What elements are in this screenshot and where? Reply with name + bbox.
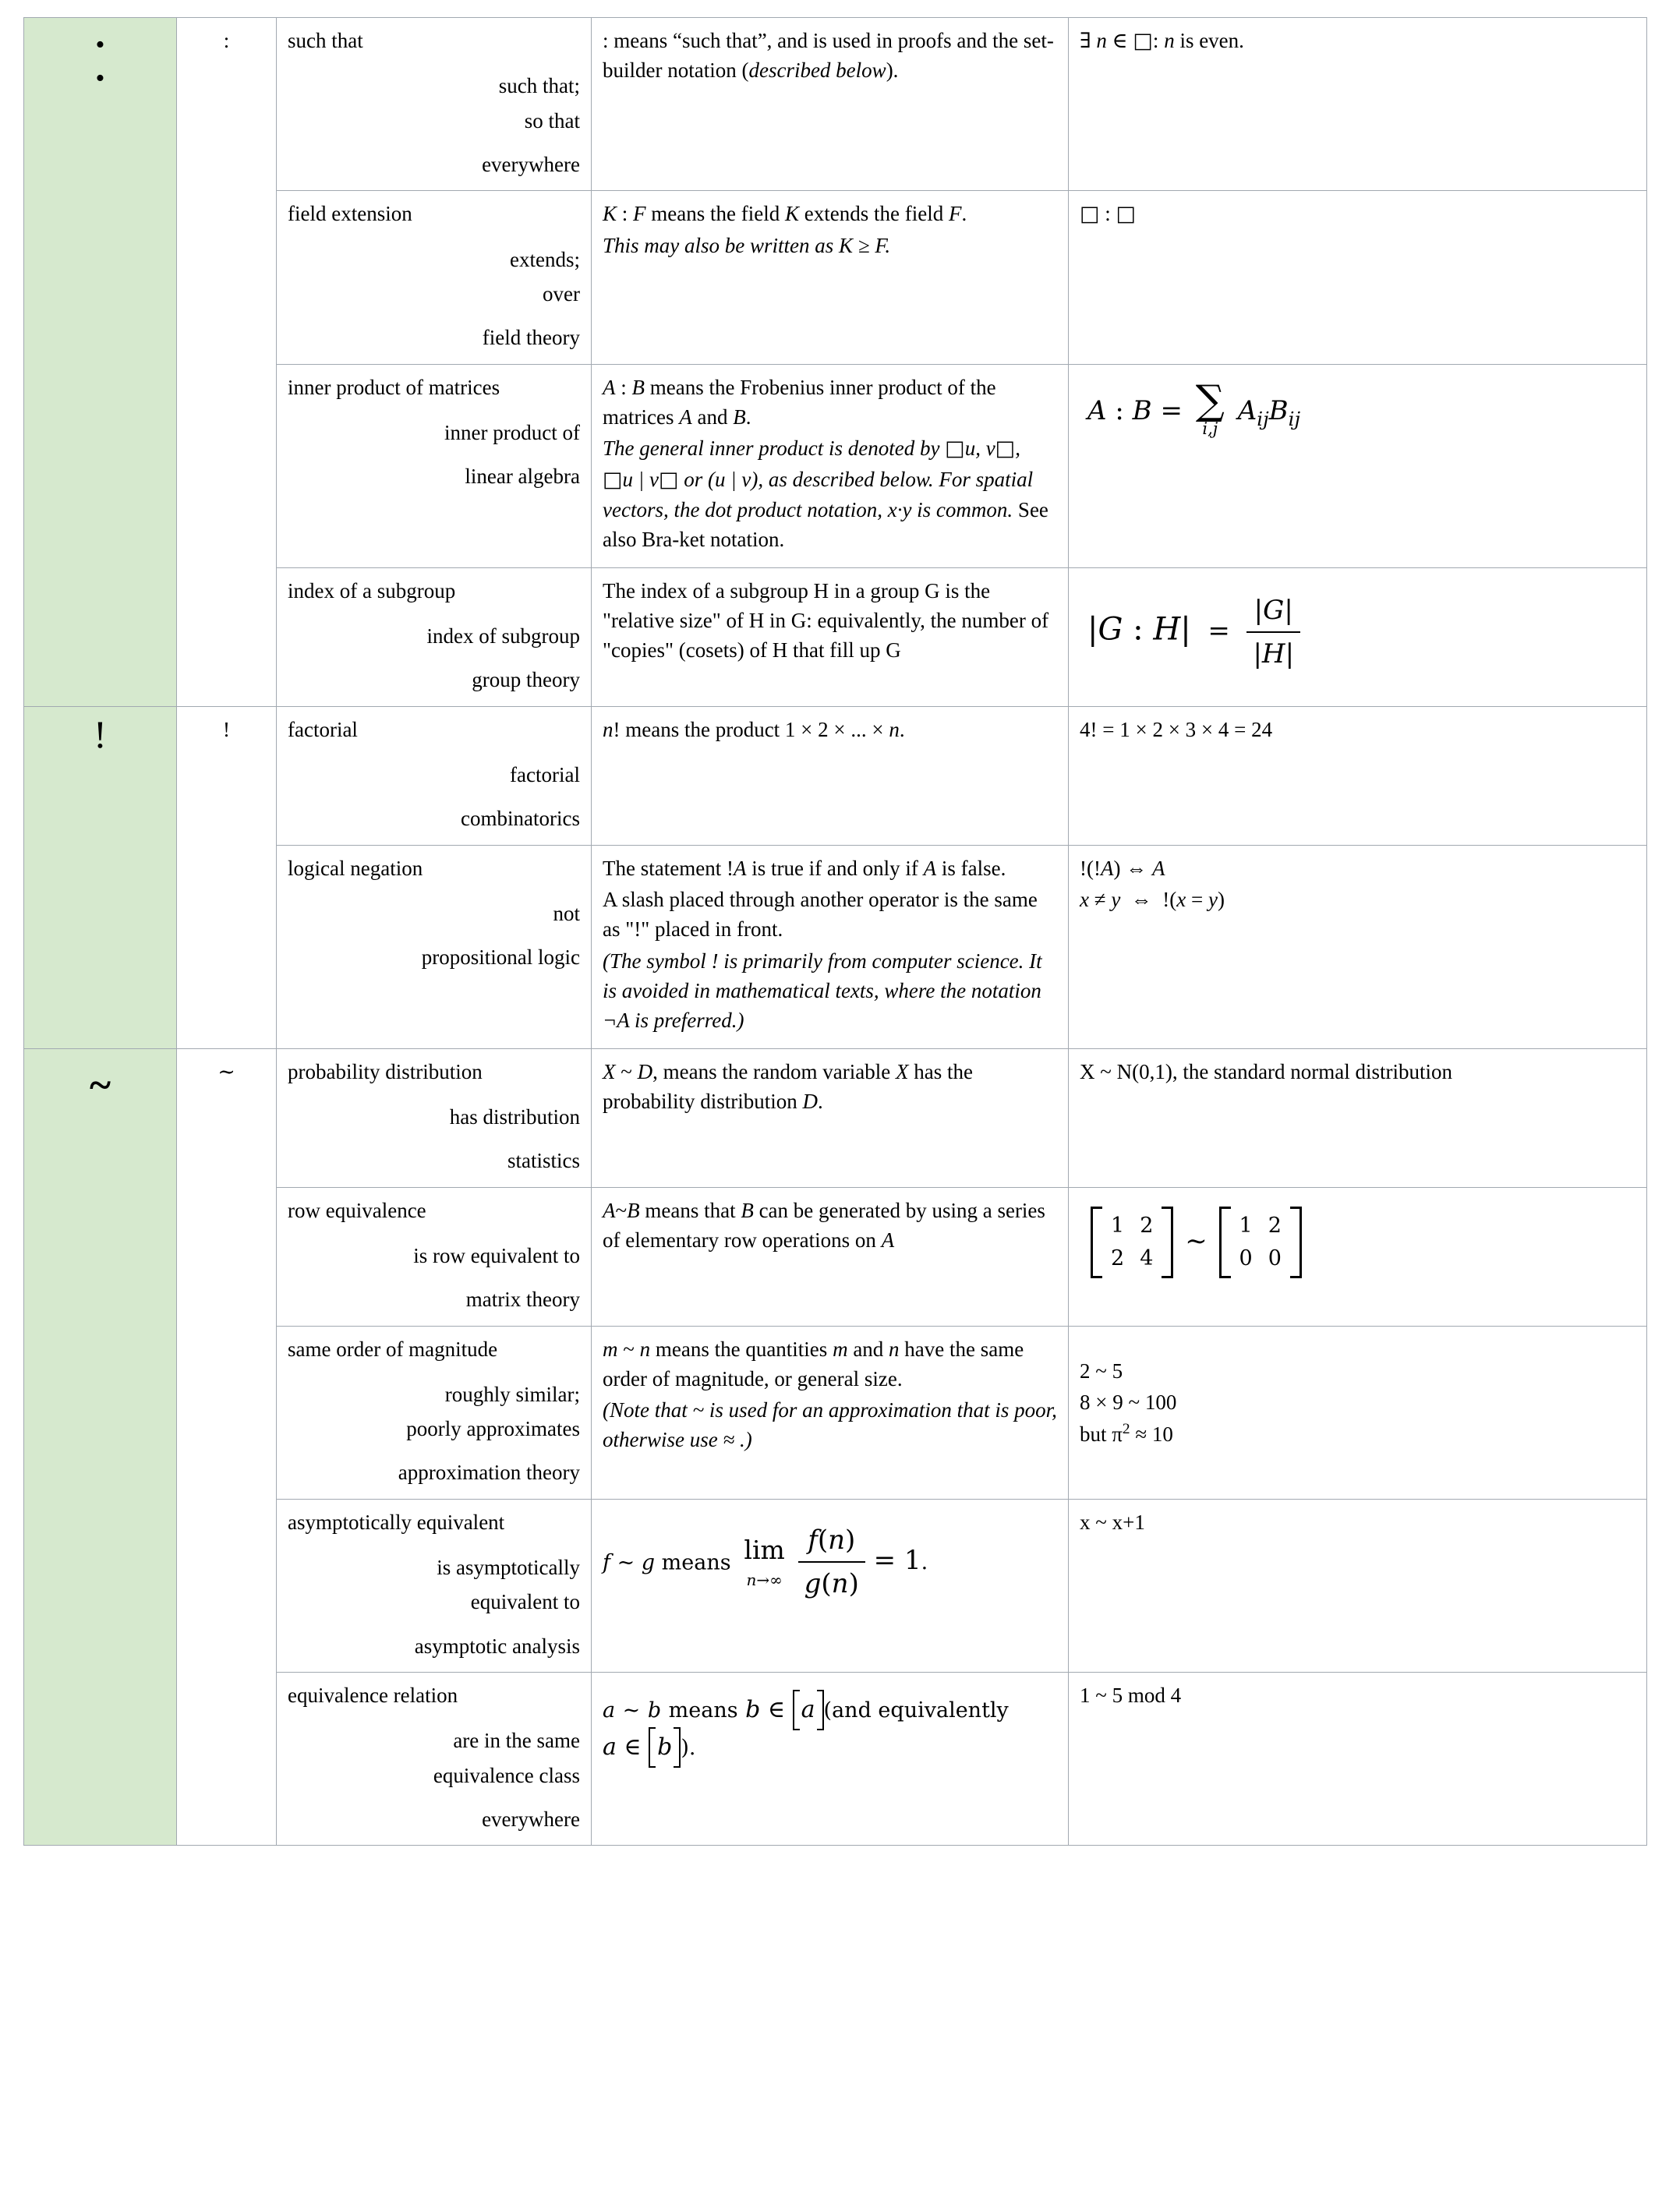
matrix-left: 1 2 2 4 bbox=[1091, 1207, 1173, 1279]
meaning-cell bbox=[592, 191, 1069, 364]
symbol-name: same order of magnitude bbox=[288, 1337, 498, 1361]
name-cell bbox=[277, 18, 592, 191]
example-text: but $\pi^2 \approx 10$ bbox=[1080, 1421, 1173, 1447]
meaning-cell bbox=[592, 1048, 1069, 1187]
example-cell bbox=[1069, 364, 1647, 567]
name-cell bbox=[277, 1499, 592, 1672]
symbol-field: approximation theory bbox=[398, 1461, 580, 1485]
symbol-dot-upper: • bbox=[95, 30, 105, 59]
matrix-right: 1 2 0 0 bbox=[1219, 1207, 1302, 1279]
name-cell bbox=[277, 1048, 592, 1187]
meaning-text: A slash placed through another operator is the same as "!" placed in front. bbox=[603, 887, 1038, 942]
fraction: $\frac{f(n)}{g(n)}$ bbox=[798, 1521, 865, 1603]
fraction: $\frac{|G|}{|H|}$ bbox=[1246, 592, 1300, 673]
meaning-text: m ~ n means the quantities m and n have the same order of magnitude, or general size. bbox=[603, 1337, 1024, 1390]
symbol-name: equivalence relation bbox=[288, 1684, 458, 1708]
meaning-cell bbox=[592, 567, 1069, 706]
meaning-text: n! means the product 1 × 2 × ... × n. bbox=[603, 717, 905, 741]
meaning-text: A~B means that B can be generated by using a series of elementary row operations on A bbox=[603, 1198, 1045, 1252]
meaning-formula-asymptotic: f ~ g means lim n→∞ $\frac{f(n)}{g(n)}$ = 1. bbox=[603, 1507, 1057, 1606]
unicode-cell-tilde bbox=[177, 1048, 277, 1846]
meaning-note: This may also be written as K ≥ F. bbox=[603, 233, 891, 257]
name-cell bbox=[277, 567, 592, 706]
example-cell bbox=[1069, 567, 1647, 706]
table-row bbox=[24, 706, 1647, 845]
example-cell bbox=[1069, 1048, 1647, 1187]
summation-symbol: ∑ i,j bbox=[1195, 376, 1225, 438]
meaning-text: The index of a subgroup H in a group G is the "relative size" of H in G: equivalently, the number of "copies" (cosets) of H that fill up G bbox=[603, 578, 1049, 663]
meaning-text: The statement !A is true if and only if A is false. bbox=[603, 856, 1006, 880]
name-cell bbox=[277, 706, 592, 845]
name-cell bbox=[277, 191, 592, 364]
symbol-reading: has distribution bbox=[449, 1104, 580, 1129]
symbol-reading: inner product of bbox=[444, 420, 580, 444]
symbol-field: propositional logic bbox=[421, 945, 580, 970]
symbol-dot-lower: • bbox=[95, 63, 105, 93]
name-cell bbox=[277, 845, 592, 1048]
symbol-reading: so that bbox=[524, 108, 580, 133]
symbol-name: logical negation bbox=[288, 856, 423, 880]
example-cell bbox=[1069, 706, 1647, 845]
equivalence-class-bracket: b bbox=[649, 1729, 681, 1766]
symbol-glyph: ~ bbox=[89, 1062, 111, 1108]
symbol-reading: factorial bbox=[510, 762, 580, 786]
symbol-reading: are in the same bbox=[453, 1729, 580, 1753]
example-cell bbox=[1069, 1673, 1647, 1846]
example-cell bbox=[1069, 191, 1647, 364]
symbol-reading: extends; bbox=[510, 247, 580, 271]
symbol-field: matrix theory bbox=[465, 1288, 580, 1312]
example-text: x ~ x+1 bbox=[1080, 1510, 1145, 1534]
symbol-cell-colon bbox=[24, 18, 177, 707]
name-cell bbox=[277, 1673, 592, 1846]
symbol-name: row equivalence bbox=[288, 1198, 426, 1222]
symbol-field: everywhere bbox=[482, 152, 580, 176]
symbol-cell-exclamation bbox=[24, 706, 177, 1048]
limit-operator: lim n→∞ bbox=[744, 1535, 785, 1590]
symbol-reading: equivalence class bbox=[433, 1763, 580, 1787]
example-text: 2 ~ 5 bbox=[1080, 1359, 1123, 1383]
meaning-text: : means “such that”, and is used in proofs and the set-builder notation (described below). bbox=[603, 29, 1054, 83]
equivalence-class-bracket: a bbox=[793, 1691, 824, 1729]
symbol-name: field extension bbox=[288, 202, 412, 226]
meaning-cell bbox=[592, 18, 1069, 191]
example-text: □ : □ bbox=[1080, 202, 1137, 227]
unicode-char: : bbox=[223, 29, 230, 52]
meaning-cell bbox=[592, 1187, 1069, 1326]
meaning-cell bbox=[592, 1673, 1069, 1846]
symbol-name: inner product of matrices bbox=[288, 375, 500, 399]
symbol-field: linear algebra bbox=[465, 465, 580, 489]
symbol-name: index of a subgroup bbox=[288, 578, 456, 602]
meaning-text: A : B means the Frobenius inner product of the matrices A and B. bbox=[603, 375, 996, 429]
symbol-reading: is row equivalent to bbox=[413, 1243, 580, 1267]
symbol-name: asymptotically equivalent bbox=[288, 1510, 505, 1534]
symbol-field: asymptotic analysis bbox=[414, 1634, 580, 1658]
name-cell bbox=[277, 364, 592, 567]
symbol-reading: equivalent to bbox=[470, 1590, 580, 1614]
example-formula-row-equivalence: 1 2 2 4 ∼ 1 2 0 0 bbox=[1080, 1196, 1635, 1282]
symbol-glyph: ! bbox=[94, 712, 107, 756]
symbol-name: such that bbox=[288, 29, 363, 52]
name-cell bbox=[277, 1326, 592, 1499]
symbol-reading: not bbox=[553, 901, 580, 925]
symbol-reading: such that; bbox=[498, 74, 580, 98]
example-cell bbox=[1069, 18, 1647, 191]
example-cell bbox=[1069, 1187, 1647, 1326]
mathematical-symbols-table bbox=[23, 17, 1647, 1846]
symbol-field: combinatorics bbox=[461, 807, 580, 831]
example-formula-inner-product: A : B = ∑ i,j $A_{ij}B_{ij}$ bbox=[1080, 373, 1635, 444]
meaning-cell bbox=[592, 706, 1069, 845]
symbol-reading: over bbox=[543, 281, 580, 306]
meaning-cell bbox=[592, 1499, 1069, 1672]
meaning-note: (Note that ~ is used for an approximation that is poor, otherwise use ≈ .) bbox=[603, 1398, 1057, 1452]
meaning-text: X ~ D, means the random variable X has the probability distribution D. bbox=[603, 1059, 973, 1113]
meaning-cell bbox=[592, 1326, 1069, 1499]
symbol-field: statistics bbox=[507, 1149, 580, 1173]
example-formula-index: |G : H| = $\frac{|G|}{|H|}$ bbox=[1080, 576, 1635, 677]
example-text: x ≠ y ⇔ !(x = y) bbox=[1080, 887, 1225, 911]
unicode-char: ! bbox=[223, 717, 230, 741]
meaning-note: The general inner product is denoted by □u, v□, □u | v□ or (u | v), as described below. For spatial vectors, the dot product notation, x·y is common. See also Bra-ket notation. bbox=[603, 436, 1048, 552]
example-text: 4! = 1 × 2 × 3 × 4 = 24 bbox=[1080, 717, 1273, 741]
unicode-cell-colon bbox=[177, 18, 277, 707]
symbol-name: probability distribution bbox=[288, 1059, 483, 1083]
symbol-reading: is asymptotically bbox=[437, 1556, 580, 1580]
table-row bbox=[24, 18, 1647, 191]
example-text: !(!A) ⇔ A bbox=[1080, 856, 1165, 880]
meaning-text: K : F means the field K extends the field F. bbox=[603, 202, 967, 226]
example-text: 1 ~ 5 mod 4 bbox=[1080, 1684, 1182, 1708]
table-row bbox=[24, 1048, 1647, 1187]
symbol-cell-tilde bbox=[24, 1048, 177, 1846]
meaning-formula-equivalence: a ~ b means b ∈ a (and equivalently a ∈ b ). bbox=[603, 1680, 1057, 1769]
meaning-cell bbox=[592, 364, 1069, 567]
name-cell bbox=[277, 1187, 592, 1326]
example-cell bbox=[1069, 1326, 1647, 1499]
example-text: 8 × 9 ~ 100 bbox=[1080, 1390, 1177, 1414]
symbol-field: group theory bbox=[472, 668, 580, 692]
symbol-reading: roughly similar; bbox=[444, 1382, 580, 1406]
example-text: ∃ n ∈ □: n is even. bbox=[1080, 29, 1244, 53]
meaning-cell bbox=[592, 845, 1069, 1048]
example-cell bbox=[1069, 1499, 1647, 1672]
symbol-reading: poorly approximates bbox=[406, 1417, 580, 1441]
meaning-note: (The symbol ! is primarily from computer science. It is avoided in mathematical texts, where the notation ¬A is preferred.) bbox=[603, 949, 1042, 1033]
example-cell bbox=[1069, 845, 1647, 1048]
unicode-cell-exclamation bbox=[177, 706, 277, 1048]
symbol-field: field theory bbox=[482, 326, 580, 350]
symbol-reading: index of subgroup bbox=[426, 624, 580, 648]
example-text: X ~ N(0,1), the standard normal distribution bbox=[1080, 1059, 1453, 1083]
unicode-char: ∼ bbox=[217, 1059, 235, 1083]
symbol-field: everywhere bbox=[482, 1807, 580, 1832]
symbol-name: factorial bbox=[288, 717, 358, 741]
